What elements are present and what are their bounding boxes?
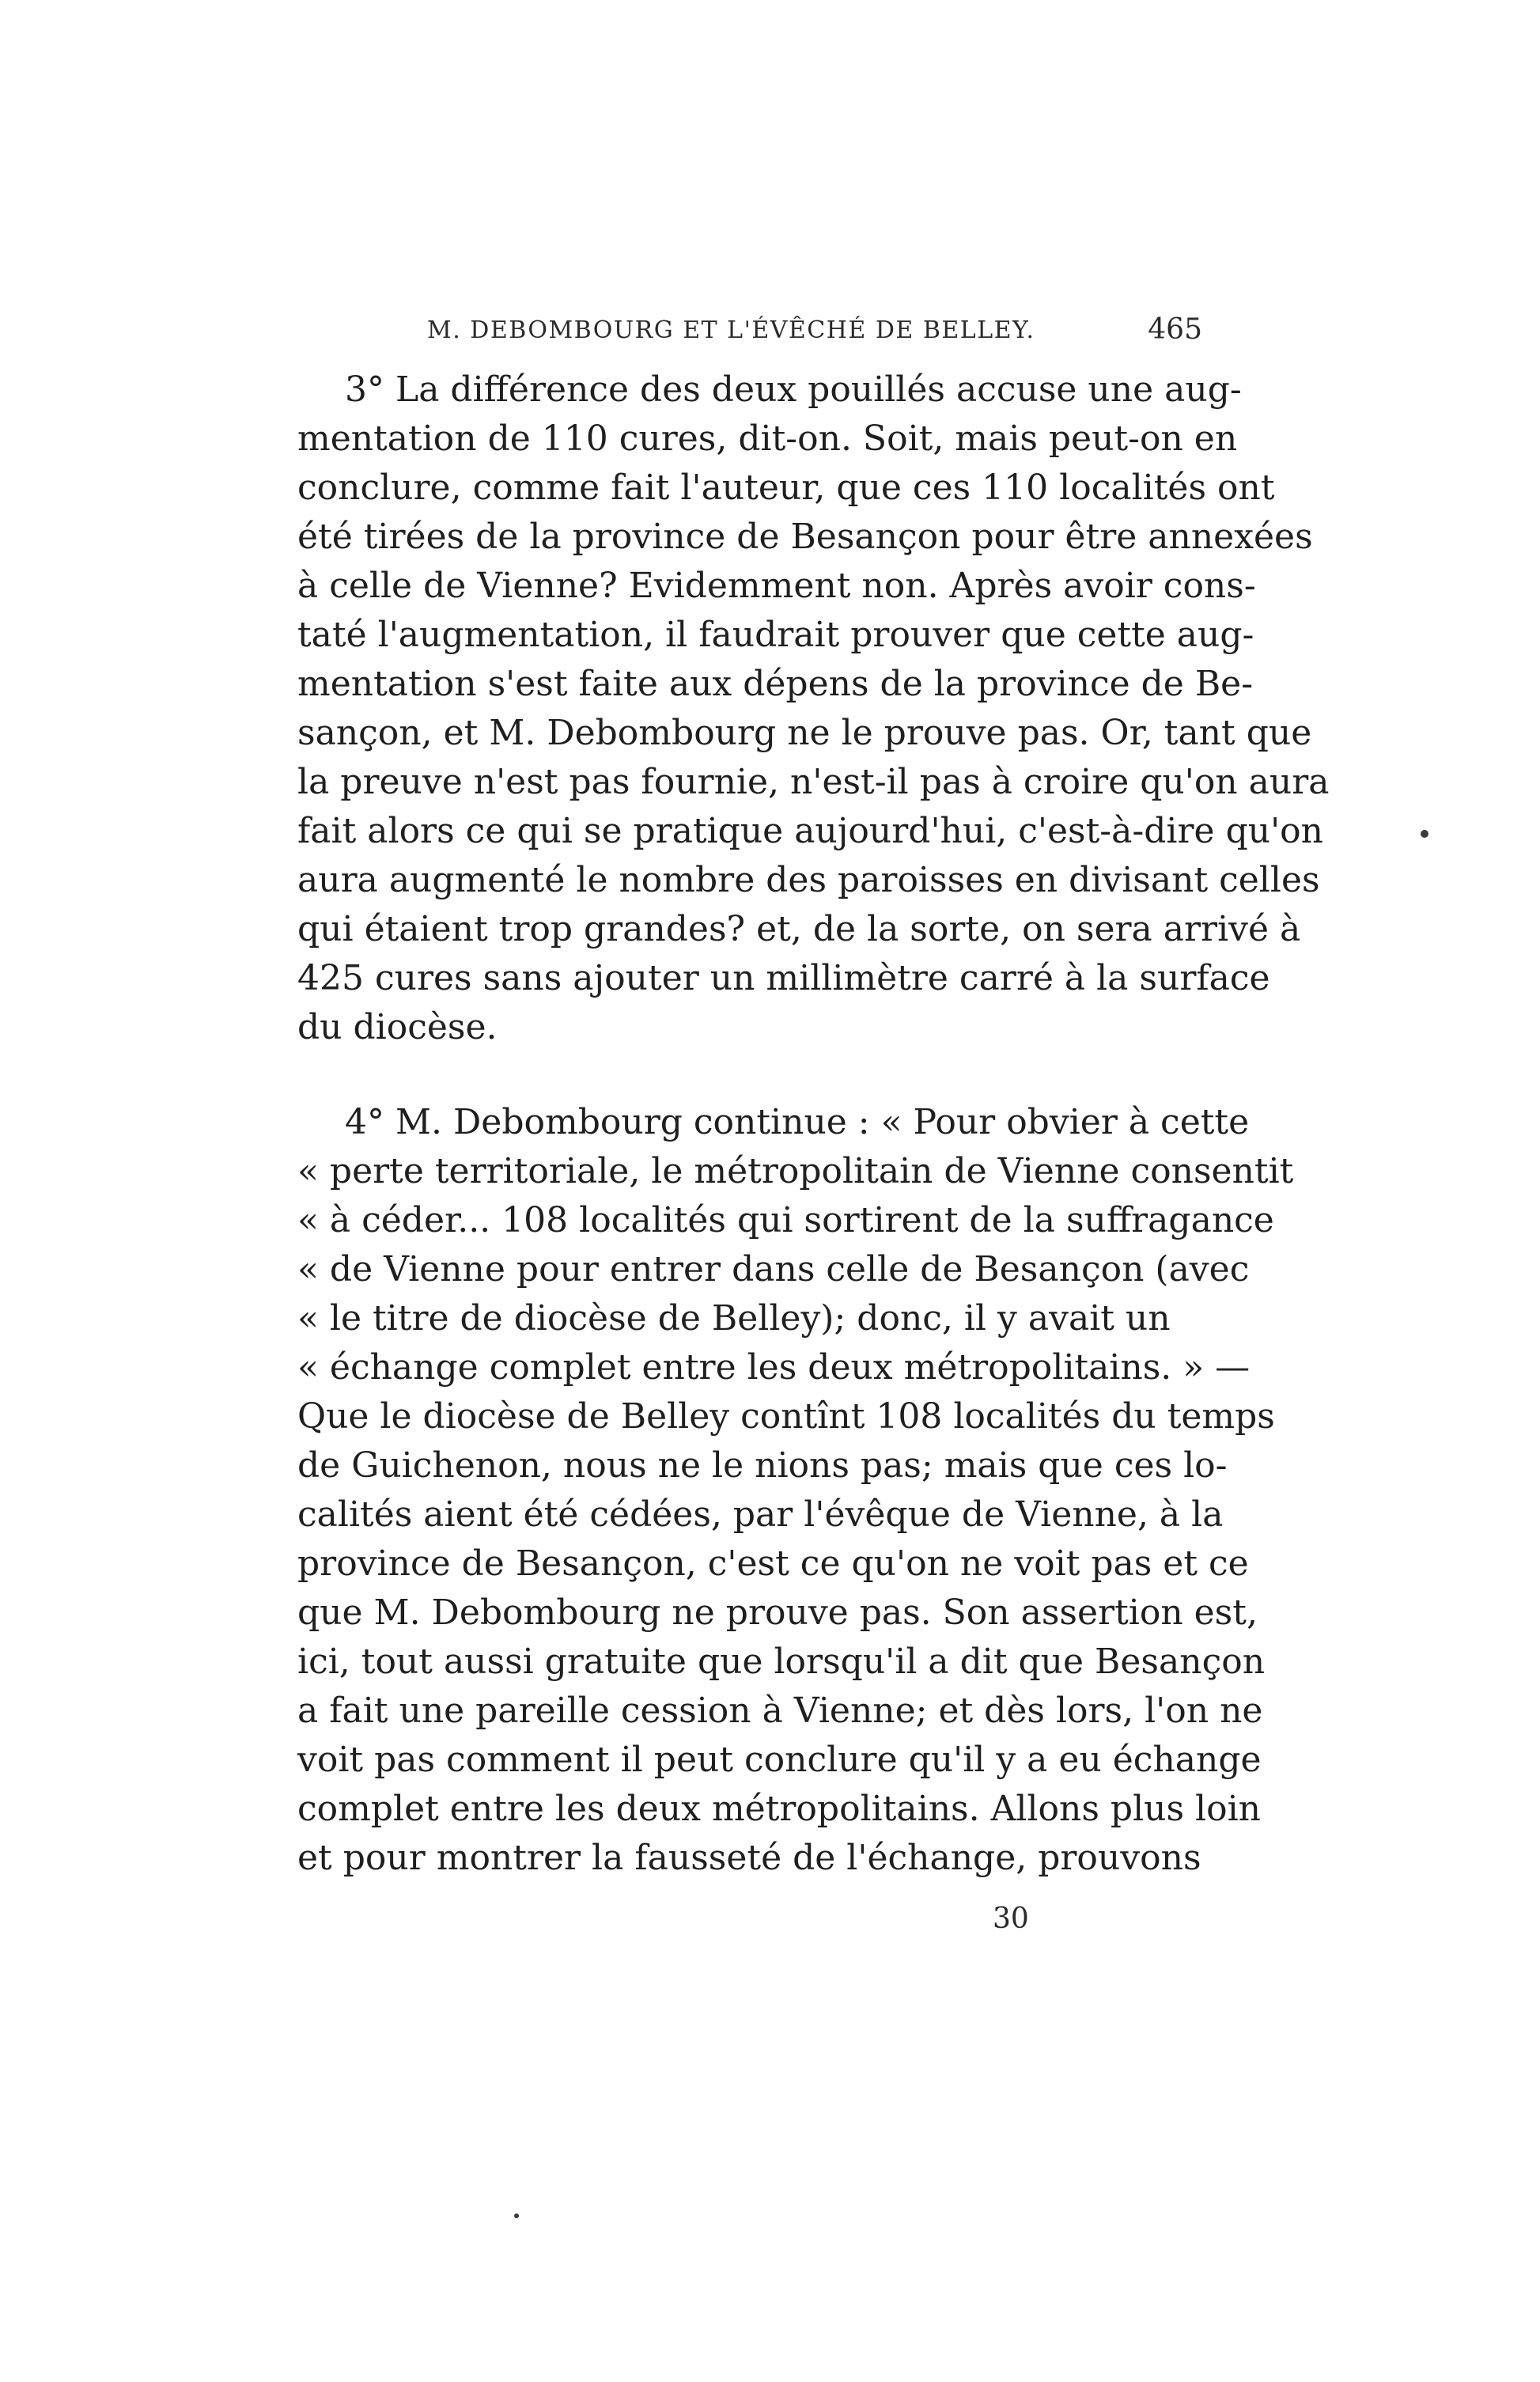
- ink-speck: [514, 2213, 519, 2218]
- text-line: 4° M. Debombourg continue : « Pour obvier à cette: [345, 1102, 1250, 1142]
- text-line: 425 cures sans ajouter un millimètre carré à la surface: [297, 958, 1270, 998]
- text-line: taté l'augmentation, il faudrait prouver que cette aug-: [297, 615, 1254, 655]
- text-line: « échange complet entre les deux métropolitains. » —: [297, 1347, 1251, 1388]
- ink-speck: [1421, 830, 1428, 838]
- text-line: « de Vienne pour entrer dans celle de Besançon (avec: [297, 1249, 1250, 1289]
- text-line: la preuve n'est pas fournie, n'est-il pas à croire qu'on aura: [297, 762, 1330, 802]
- text-line: complet entre les deux métropolitains. Allons plus loin: [297, 1789, 1262, 1829]
- text-line: qui étaient trop grandes? et, de la sorte, on sera arrivé à: [297, 909, 1301, 949]
- text-line: calités aient été cédées, par l'évêque de Vienne, à la: [297, 1494, 1224, 1535]
- text-line: été tirées de la province de Besançon pour être annexées: [297, 517, 1313, 557]
- text-line: sançon, et M. Debombourg ne le prouve pas. Or, tant que: [297, 713, 1312, 753]
- text-line: ici, tout aussi gratuite que lorsqu'il a dit que Besançon: [297, 1642, 1266, 1682]
- page-header: [427, 313, 1202, 364]
- text-line: conclure, comme fait l'auteur, que ces 110 localités ont: [297, 468, 1275, 508]
- paragraph-4: [297, 1098, 1294, 1883]
- text-line: Que le diocèse de Belley contînt 108 localités du temps: [297, 1396, 1275, 1437]
- text-line: mentation s'est faite aux dépens de la province de Be-: [297, 664, 1254, 704]
- body-text: [297, 365, 1330, 1883]
- paragraph-3: [297, 365, 1330, 1052]
- text-line: « le titre de diocèse de Belley); donc, il y avait un: [297, 1298, 1171, 1339]
- text-line: a fait une pareille cession à Vienne; et dès lors, l'on ne: [297, 1691, 1263, 1731]
- text-line: du diocèse.: [297, 1007, 498, 1047]
- page-number: 465: [1148, 313, 1202, 346]
- text-line: aura augmenté le nombre des paroisses en divisant celles: [297, 860, 1320, 900]
- text-line: à celle de Vienne? Evidemment non. Après avoir cons-: [297, 566, 1256, 606]
- text-line: « perte territoriale, le métropolitain de Vienne consentit: [297, 1151, 1294, 1191]
- signature-mark: 30: [993, 1903, 1029, 1935]
- text-line: 3° La différence des deux pouillés accuse une aug-: [345, 369, 1242, 410]
- text-line: mentation de 110 cures, dit-on. Soit, mais peut-on en: [297, 418, 1238, 459]
- text-line: province de Besançon, c'est ce qu'on ne voit pas et ce: [297, 1543, 1249, 1584]
- text-line: que M. Debombourg ne prouve pas. Son assertion est,: [297, 1592, 1258, 1633]
- text-line: fait alors ce qui se pratique aujourd'hui, c'est-à-dire qu'on: [297, 811, 1323, 851]
- text-line: et pour montrer la fausseté de l'échange, prouvons: [297, 1838, 1201, 1878]
- text-line: « à céder... 108 localités qui sortirent de la suffragance: [297, 1200, 1274, 1240]
- running-head: M. DEBOMBOURG ET L'ÉVÊCHÉ DE BELLEY.: [427, 316, 1035, 344]
- paragraph-gap: [297, 1052, 1167, 1098]
- text-line: de Guichenon, nous ne le nions pas; mais que ces lo-: [297, 1445, 1228, 1486]
- text-line: voit pas comment il peut conclure qu'il y a eu échange: [297, 1740, 1262, 1780]
